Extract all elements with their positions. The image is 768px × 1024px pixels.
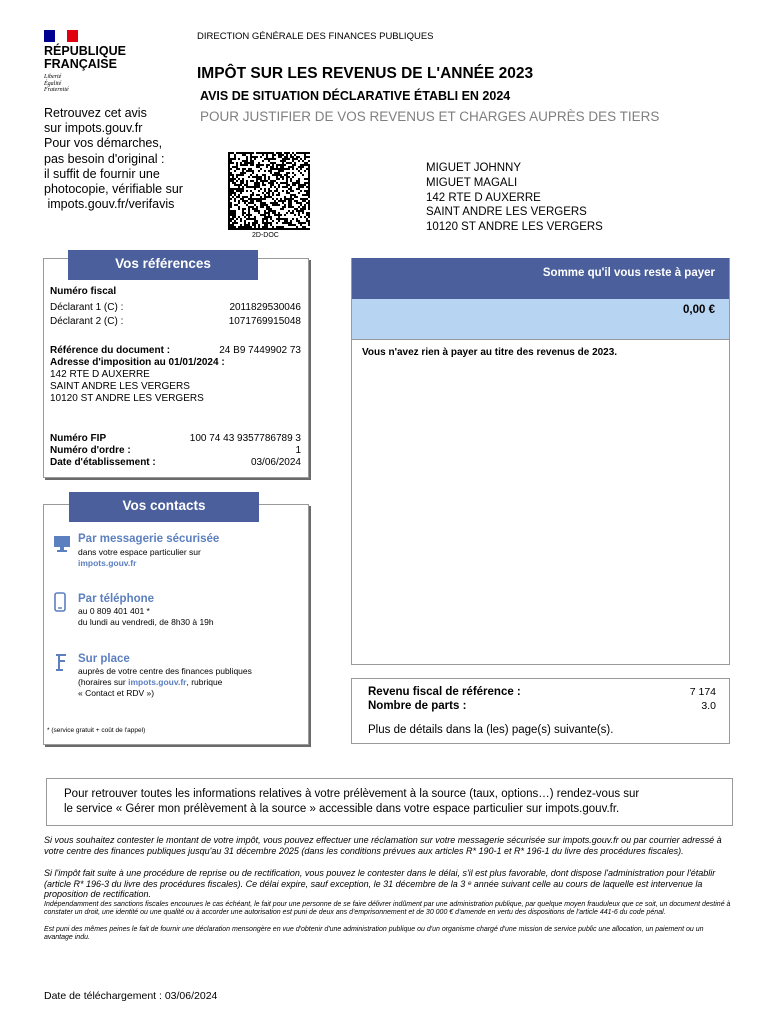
republique-francaise-logo [44, 45, 126, 71]
address-line: 142 RTE D AUXERRE [50, 369, 150, 380]
document-subtitle: AVIS DE SITUATION DÉCLARATIVE ÉTABLI EN 2024 [200, 89, 511, 103]
telephone-number[interactable]: au 0 809 401 401 * [78, 606, 150, 616]
parts-value: 3.0 [701, 700, 716, 712]
rfr-row [368, 686, 716, 698]
declarant2-value: 1071769915048 [228, 316, 301, 327]
date-etablissement-value: 03/06/2024 [250, 457, 301, 468]
fip-value: 100 74 43 9357786789 3 [189, 433, 301, 444]
service-note: * (service gratuit + coût de l'appel) [47, 727, 146, 734]
place-horaires [78, 677, 252, 688]
adresse-imposition [50, 369, 204, 404]
ordre-value: 1 [295, 445, 301, 456]
address-line: 10120 ST ANDRE LES VERGERS [50, 392, 204, 404]
payment-amount: 0,00 € [683, 304, 715, 316]
ordre-label: Numéro d'ordre : [50, 445, 131, 456]
address-line: 142 RTE D AUXERRE [426, 191, 541, 204]
flag-blue [44, 30, 55, 42]
retrouvez-avis-text [44, 106, 214, 212]
text-line: sur impots.gouv.fr [44, 121, 143, 136]
declarant1-row [50, 302, 301, 313]
motto-line: Liberté [44, 74, 62, 80]
ref-doc-row [50, 345, 301, 356]
place-horaires-suffix: , rubrique [186, 677, 223, 687]
details-text: Plus de détails dans la (les) page(s) suivante(s). [368, 724, 614, 736]
payment-header [352, 258, 729, 299]
place-horaires-prefix: (horaires sur [78, 677, 129, 687]
text-line: impots.gouv.fr/verifavis [44, 197, 175, 212]
sur-place-text [78, 666, 252, 699]
payment-message: Vous n'avez rien à payer au titre des revenus de 2023. [362, 347, 618, 358]
numero-fiscal-label: Numéro fiscal [50, 286, 117, 297]
payment-amount-band [352, 299, 729, 339]
messagerie-title[interactable]: Par messagerie sécurisée [78, 533, 220, 545]
text-line: pas besoin d'original : [44, 151, 165, 166]
text-line: Pour vos démarches, [44, 136, 163, 151]
ref-doc-value: 24 B9 7449902 73 [219, 345, 301, 356]
payment-header-label: Somme qu'il vous reste à payer [542, 267, 715, 279]
legal-rectification: Si l'impôt fait suite à une procédure de reprise ou de rectification, vous pouvez le contester dans le délai, s'il est plus favorable, dont dispose l'administration pour l'établir (article R* 196-3 du livre des procédures fiscales). Ce délai expire, sauf exception, le 31 décembre de la 3 ᵉ année suivant celle au cours de laquelle est intervenue la proposition de rectification. [44, 868, 716, 899]
sur-place-title: Sur place [78, 653, 130, 665]
text-line: il suffit de fournir une [44, 166, 160, 181]
rfr-label: Revenu fiscal de référence : [368, 686, 521, 698]
direction-label: DIRECTION GÉNÉRALE DES FINANCES PUBLIQUES [197, 31, 434, 42]
download-date: Date de téléchargement : 03/06/2024 [44, 990, 218, 1002]
fip-label: Numéro FIP [50, 433, 107, 444]
legal-declaration: Est puni des mêmes peines le fait de fournir une déclaration mensongère en vue d'obtenir d'une administration publique ou d'un organisme chargé d'une mission de service public une allocation, un paiement ou un avantage indu. [44, 926, 704, 941]
2d-doc-barcode [228, 152, 310, 230]
references-tab: Vos références [68, 250, 258, 280]
messagerie-desc: dans votre espace particulier sur [78, 547, 201, 557]
declarant1-value: 2011829530046 [229, 302, 301, 313]
barcode-label: 2D-DOC [252, 232, 279, 239]
address-line: MIGUET MAGALI [426, 176, 518, 189]
flag-logo [44, 30, 78, 42]
address-line: MIGUET JOHNNY [426, 162, 521, 174]
adresse-imposition-label: Adresse d'imposition au 01/01/2024 : [50, 357, 225, 368]
ordre-row [50, 445, 301, 456]
messagerie-text [78, 547, 201, 569]
contacts-tab: Vos contacts [69, 492, 259, 522]
legal-sanctions: Indépendamment des sanctions fiscales encourues le cas échéant, le fait pour une personne de se faire délivrer indûment par une administration publique, par quelque moyen frauduleux que ce soit, un document destiné à constater un droit, une identité ou une qualité ou à accorder une autorisation est puni de deux ans d'emprisonnement et de 30 000 € d'amende en vertu des dispositions de l'article 441-6 du code pénal. [44, 901, 731, 916]
text-line: Retrouvez cet avis [44, 106, 147, 120]
logo-line: RÉPUBLIQUE [44, 44, 126, 58]
declarant1-label: Déclarant 1 (C) : [50, 302, 124, 313]
impots-link[interactable]: impots.gouv.fr [78, 558, 137, 568]
address-line: SAINT ANDRE LES VERGERS [50, 380, 190, 392]
parts-label: Nombre de parts : [368, 700, 467, 712]
computer-icon [52, 534, 72, 554]
phone-icon [53, 592, 67, 612]
telephone-title: Par téléphone [78, 593, 155, 605]
place-desc: auprès de votre centre des finances publiques [78, 666, 252, 676]
prelevement-line: le service « Gérer mon prélèvement à la source » accessible dans votre espace particulier sur impots.gouv.fr. [64, 802, 620, 815]
building-icon [53, 652, 69, 672]
place-rubrique: « Contact et RDV ») [78, 688, 155, 698]
motto-line: Égalité [44, 80, 62, 87]
prelevement-line: Pour retrouver toutes les informations relatives à votre prélèvement à la source (taux, options…) rendez-vous sur [64, 788, 640, 800]
rfr-value: 7 174 [689, 686, 716, 698]
declarant2-label: Déclarant 2 (C) : [50, 316, 124, 327]
declarant2-row [50, 316, 301, 327]
text-line: photocopie, vérifiable sur [44, 182, 183, 197]
address-line: SAINT ANDRE LES VERGERS [426, 206, 587, 219]
prelevement-text [64, 787, 639, 816]
flag-red [67, 30, 78, 42]
legal-contestation: Si vous souhaitez contester le montant de votre impôt, vous pouvez effectuer une réclamation sur votre messagerie sécurisée sur impots.gouv.fr ou par courrier adressé à votre centre des finances publiques jusqu'au 31 décembre 2025 (dans les conditions prévues aux articles R* 190-1 et R* 196-1 du livre des procédures fiscales). [44, 835, 722, 856]
impots-link[interactable]: impots.gouv.fr [128, 677, 187, 687]
recipient-address [426, 161, 603, 235]
document-purpose: POUR JUSTIFIER DE VOS REVENUS ET CHARGES AUPRÈS DES TIERS [200, 109, 660, 124]
document-title: IMPÔT SUR LES REVENUS DE L'ANNÉE 2023 [197, 65, 534, 82]
fip-row [50, 433, 301, 444]
motto-line: Fraternité [44, 87, 69, 93]
motto [44, 74, 69, 94]
telephone-text [78, 606, 214, 628]
parts-row [368, 700, 716, 712]
ref-doc-label: Référence du document : [50, 345, 171, 356]
flag-white [55, 30, 66, 42]
address-line: 10120 ST ANDRE LES VERGERS [426, 221, 603, 234]
date-etablissement-row [50, 457, 301, 468]
divider [352, 339, 729, 340]
logo-line: FRANÇAISE [44, 57, 117, 71]
telephone-hours: du lundi au vendredi, de 8h30 à 19h [78, 617, 214, 627]
date-etablissement-label: Date d'établissement : [50, 457, 156, 468]
